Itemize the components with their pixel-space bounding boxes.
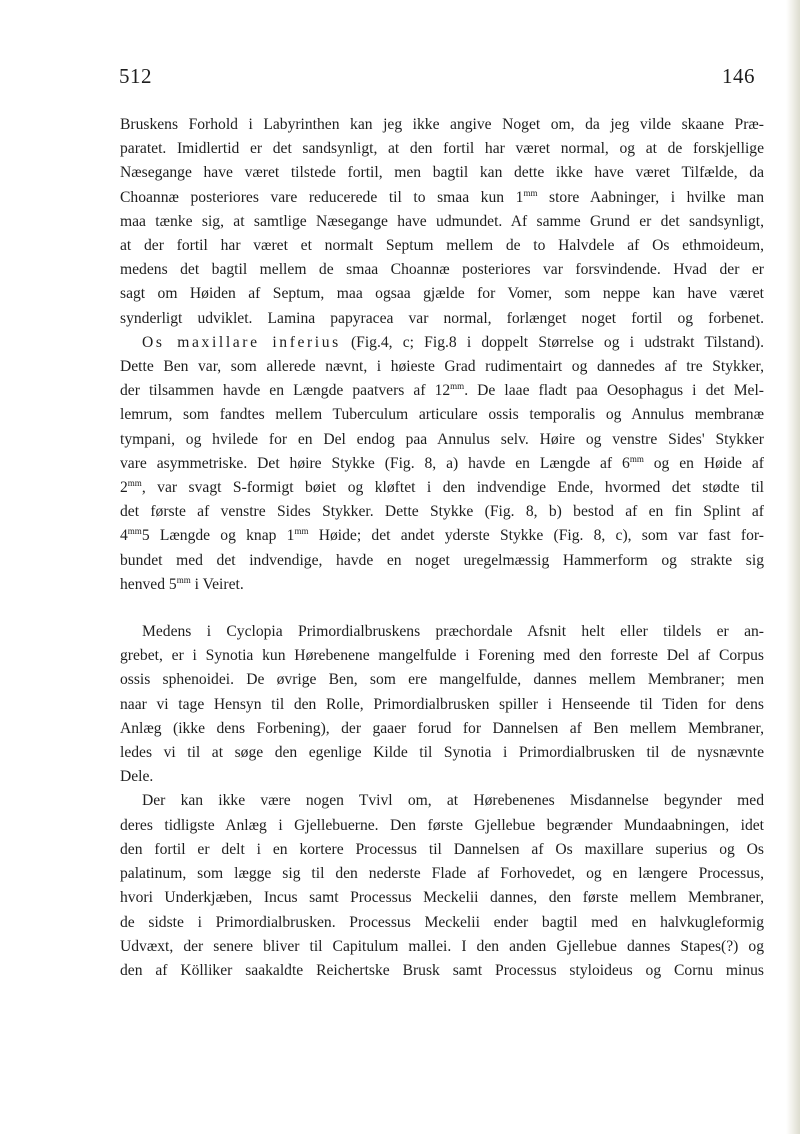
text-line: det første af venstre Sides Stykker. Dette Stykke (Fig. 8, b) bestod af en fin Splint af: [120, 503, 764, 521]
paragraph-3: [120, 620, 764, 789]
page-edge-shadow: [786, 0, 800, 1134]
text-line: sagt om Høiden af Septum, maa ogsaa gjælde for Vomer, som neppe kan have været: [120, 285, 764, 303]
text-line: vare asymmetriske. Det høire Stykke (Fig. 8, a) havde en Længde af $6^{mm}$ og en Høide af: [120, 453, 764, 472]
text-line: at der fortil har været et normalt Septum mellem de to Halvdele af Os ethmoideum,: [120, 237, 764, 255]
body-text: [120, 113, 764, 983]
text-line: $2^{mm}$, var svagt S-formigt bøiet og kløftet i den indvendige Ende, hvormed det stødte til: [120, 478, 764, 497]
text-line: Næsegange have været tilstede fortil, men bagtil kan dette ikke have været Tilfælde, da: [120, 164, 764, 182]
page-header: [0, 64, 800, 94]
text-line: den fortil er delt i en kortere Processus til Dannelsen af Os maxillare superius og Os: [120, 840, 764, 858]
text-line: $4^{mm}5$ Længde og knap $1^{mm}$ Høide; det andet yderste Stykke (Fig. 8, c), som var fast for-: [120, 526, 764, 545]
text-line: den af Kölliker saakaldte Reichertske Brusk samt Processus styloideus og Cornu minus: [120, 961, 764, 979]
text-line: henved $5^{mm}$ i Veiret.: [120, 574, 244, 593]
text-line: synderligt udviklet. Lamina papyracea var normal, forlænget noget fortil og forbenet.: [120, 309, 764, 327]
text-line: Os maxillare inferius (Fig.4, c; Fig.8 i doppelt Størrelse og i udstrakt Tilstand).: [142, 333, 764, 351]
paragraph-2: [120, 331, 764, 597]
text-line: der tilsammen havde en Længde paatvers af $12^{mm}$. De laae fladt paa Oesophagus i det Mel-: [120, 381, 765, 400]
text-line: naar vi tage Hensyn til den Rolle, Primordialbrusken spiller i Henseende til Tiden for dens: [120, 695, 764, 713]
text-line: Dele.: [120, 768, 154, 786]
text-line: Dette Ben var, som allerede nævnt, i høieste Grad rudimentairt og dannedes af tre Stykker,: [120, 358, 764, 376]
page-number-right: 146: [722, 64, 755, 88]
text-line: de sidste i Primordialbrusken. Processus Meckelii ender bagtil med en halvkugleformig: [120, 913, 764, 931]
text-line: palatinum, som lægge sig til den nederste Flade af Forhovedet, og en længere Processus,: [120, 865, 764, 883]
text-line: tympani, og hvilede for en Del endog paa Annulus selv. Høire og venstre Sides' Stykker: [120, 430, 764, 448]
text-line: paratet. Imidlertid er det sandsynligt, at den fortil har været normal, og at de forskjellige: [120, 140, 764, 158]
paragraph-1: [120, 113, 764, 331]
text-line: ossis sphenoidei. De øvrige Ben, som ere mangelfulde, dannes mellem Membraner; men: [120, 671, 764, 689]
text-line: ledes vi til at søge den egenlige Kilde til Synotia i Primordialbrusken til de nysnævnte: [120, 744, 764, 762]
text-line: Der kan ikke være nogen Tvivl om, at Hørebenenes Misdannelse begynder med: [142, 792, 764, 810]
text-line: lemrum, som fandtes mellem Tuberculum articulare ossis temporalis og Annulus membranæ: [120, 406, 764, 424]
page-number-left: 512: [119, 64, 152, 88]
text-line: Udvæxt, der senere bliver til Capitulum mallei. I den anden Gjellebue dannes Stapes(?) og: [120, 937, 764, 955]
paragraph-4: [120, 789, 764, 983]
text-line: bundet med det indvendige, havde en noget uregelmæssig Hammerform og strakte sig: [120, 551, 764, 569]
text-line: Anlæg (ikke dens Forbening), der gaaer forud for Dannelsen af Ben mellem Membraner,: [120, 719, 764, 737]
text-line: maa tænke sig, at samtlige Næsegange have udmundet. Af samme Grund er det sandsynligt,: [120, 212, 764, 230]
text-line: Choannæ posteriores vare reducerede til to smaa kun $1^{mm}$ store Aabninger, i hvilke man: [120, 187, 764, 206]
text-line: hvori Underkjæben, Incus samt Processus Meckelii dannes, den første mellem Membraner,: [120, 889, 764, 907]
text-line: Bruskens Forhold i Labyrinthen kan jeg ikke angive Noget om, da jeg vilde skaane Præ-: [120, 116, 764, 133]
text-line: grebet, er i Synotia kun Hørebenene mangelfulde i Forening med den forreste Del af Corpus: [120, 647, 764, 665]
text-line: Medens i Cyclopia Primordialbruskens præchordale Afsnit helt eller tildels er an-: [142, 623, 764, 641]
text-line: medens det bagtil mellem de smaa Choannæ posteriores var forsvindende. Hvad der er: [120, 261, 764, 279]
text-line: deres tidligste Anlæg i Gjellebuerne. Den første Gjellebue begrænder Mundaabningen, idet: [120, 816, 764, 834]
